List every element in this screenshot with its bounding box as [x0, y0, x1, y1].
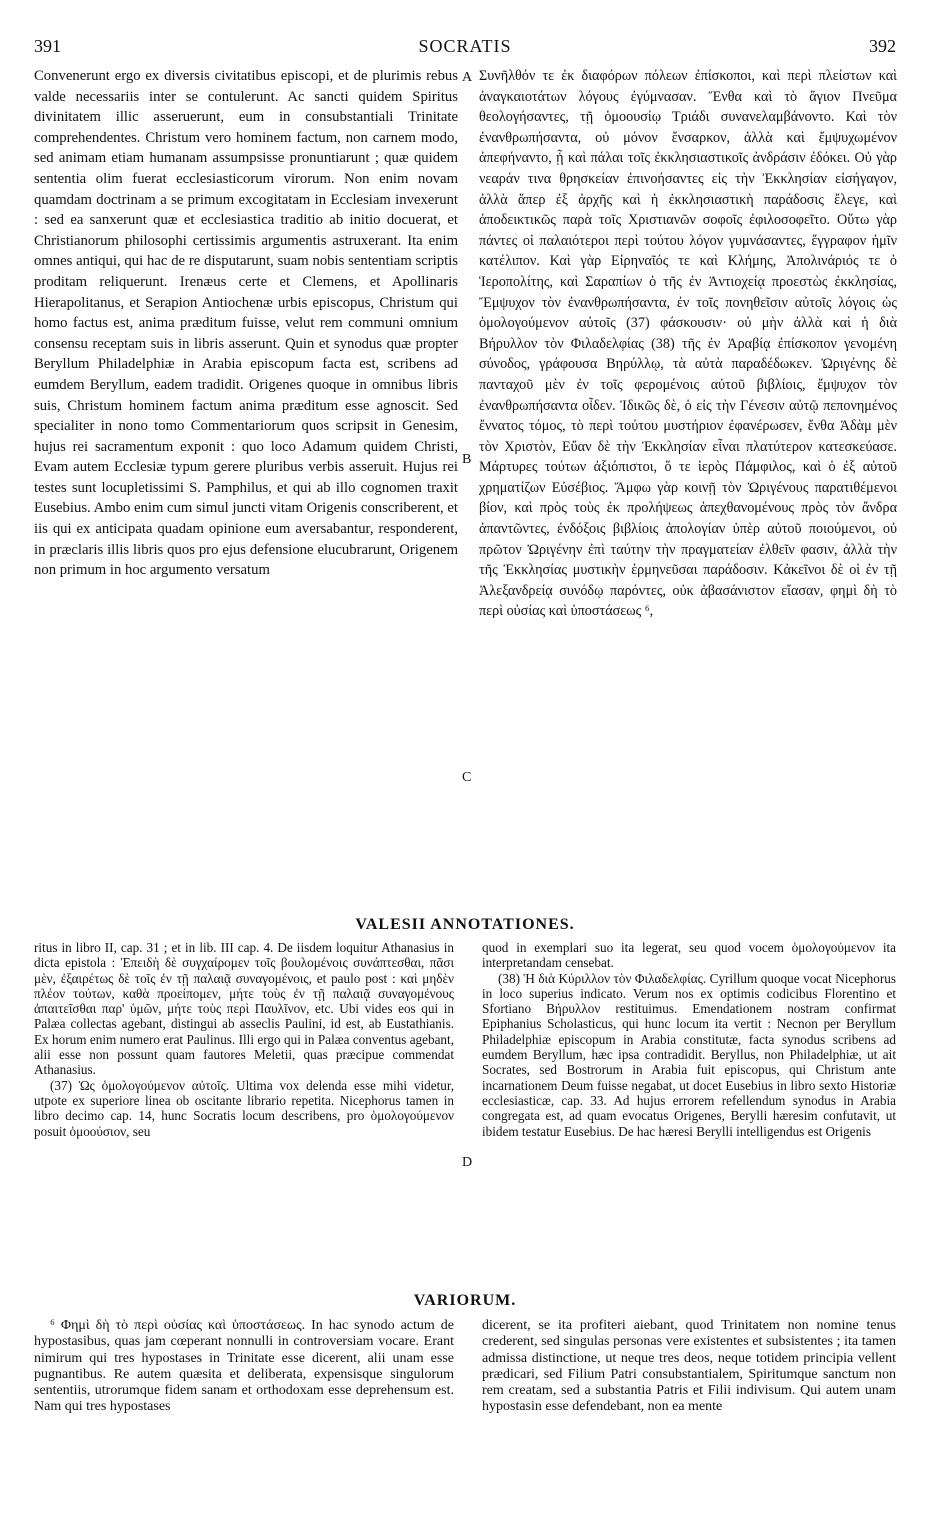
valesii-note-37: (37) Ὡς ὁμολογούμενον αὐτοῖς. Ultima vox delenda esse mihi videtur, utpote ex superiore linea ob oscitante librario repetita. Nicephorus tamen in libro decimo cap. 14, hunc Socratis locum describens, pro ὁμολογούμενον posuit ὁμοούσιον, seu: [34, 1077, 454, 1139]
variorum-right-text: dicerent, se ita profiteri aiebant, quod Trinitatem non nomine tenus crederent, sed singulas personas vere existentes et subsistentes ; ita tamen admissa distinctione, ut neque tres deos, neque totidem principia vellent prædicari, sed Filium Patri consubstantialem, Spiritumque sanctum non rem creatam, sed a substantia Patris et Filii indivisum. Qui autem unam hypostasin esse defendebant, non ea mente: [482, 1318, 896, 1415]
valesii-right-column: [482, 940, 896, 1139]
latin-text: Convenerunt ergo ex diversis civitatibus episcopi, et de plurimis rebus valde necessariis inter se contulerunt. Ac sancti quidem Spiritus divinitatem illic asseruerunt, eum in consubstantiali Trinitate comprehendentes. Christum vero hominem factum, non carnem modo, sed animam etiam humanam assumpsisse pronuntiarunt ; quæ quidem sententia olim fuerat ecclesiasticorum virorum. Non enim novam quamdam doctrinam a se primum excogitatam in Ecclesiam invexerunt : sed ea sanxerunt quæ et ecclesiastica traditio ab initio docuerat, et Christianorum philosophi certissimis argumentis astruxerant. Ita enim omnes antiqui, qui hac de re disputarunt, suam nobis sententiam scriptis proditam reliquerunt. Irenæus certe et Clemens, et Apollinaris Hierapolitanus, et Serapion Antiochenæ urbis episcopus, Christum qui homo factus est, anima præditum fuisse, velut rem communi omnium consensu receptam suis in libris asserunt. Quin et synodus quæ propter Beryllum Philadelphiæ in Arabia episcopum facta est, scribens ad eumdem Beryllum, eadem tradidit. Origenes quoque in omnibus libris suis, Christum hominem factum anima præditum esse agnoscit. Sed specialiter in nono tomo Commentariorum quos scripsit in Genesim, hujus rei sacramentum exponit : quo loco Adamum quidem Christi, Evam autem Ecclesiæ typum gerere pluribus verbis asseruit. Hujus rei testes sunt locupletissimi S. Pamphilus, et qui ab illo cognomen traxit Eusebius. Ambo enim cum simul juncti vitam Origenis conscriberent, et iis qui ex anticipata quadam opinione eum aversabantur, responderent, in præclaris illis libris quos pro ejus defensione elucubrarunt, Origenem non primum in hoc argumento versatum: [34, 68, 458, 579]
margin-letter-b: B: [462, 452, 472, 467]
valesii-left-column: [34, 940, 454, 1139]
page-number-right: 392: [869, 36, 896, 56]
margin-letter-c: C: [462, 770, 472, 785]
latin-column: [34, 66, 458, 581]
valesii-title: VALESII ANNOTATIONES.: [355, 916, 575, 933]
margin-letter-a: A: [462, 70, 473, 85]
margin-letter-d: D: [462, 1155, 473, 1170]
greek-text: Συνῆλθόν τε ἐκ διαφόρων πόλεων ἐπίσκοποι, καὶ περὶ πλείστων καὶ ἀναγκαιοτάτων λόγους ἐγύμνασαν. Ἔνθα καὶ τὸ ἅγιον Πνεῦμα θεολογήσαντες, τῇ ὁμοουσίῳ Τριάδι συνανελαμβάνοντο. Καὶ τὸν ἐνανθρωπήσαντα, οὐ μόνον ἔνσαρκον, ἀλλὰ καὶ ἔμψυχωμένον ἀπεφήναντο, ᾗ καὶ πάλαι τοῖς ἐκκλησιαστικοῖς ἀνδράσιν ἐδόκει. Οὐ γὰρ νεαράν τινα θρησκείαν ἐπινοήσαντες εἰς τὴν Ἐκκλησίαν εἰσήγαγον, ἀλλὰ ἅπερ ἐξ ἀρχῆς καὶ ἡ ἐκκλησιαστικὴ παράδοσις ἔλεγε, καὶ ἀποδεικτικῶς παρὰ τοῖς Χριστιανῶν σοφοῖς ἐφιλοσοφεῖτο. Οὕτω γὰρ πάντες οἱ παλαιότεροι περὶ τούτου λόγον γυμνάσαντες, ἔγγραφον ἡμῖν κατέλιπον. Καὶ γὰρ Εἰρηναῖός τε καὶ Κλήμης, Ἀπολινάριός τε ὁ Ἱεροπολίτης, καὶ Σαραπίων ὁ τῆς ἐν Ἀντιοχείᾳ προεστὼς ἐκκλησίας, Ἔμψυχον τὸν ἐνανθρωπήσαντα, ἐν τοῖς πονηθεῖσιν αὐτοῖς λόγοις ὡς ὁμολογούμενον αὐτοῖς (37) φάσκουσιν· οὐ μὴν ἀλλὰ καὶ ἡ διὰ Βήρυλλον τὸν Φιλαδελφίας (38) τῆς ἐν Ἀραβίᾳ ἐπίσκοπον γενομένη σύνοδος, γράφουσα Βηρύλλῳ, τὰ αὐτὰ παραδέδωκεν. Ὠριγένης δὲ πανταχοῦ μὲν ἐν τοῖς φερομένοις αὐτοῦ βιβλίοις, ἔμψυχον τὸν ἐνανθρωπήσαντα οἶδεν. Ἰδικῶς δὲ, ὁ εἰς τὴν Γένεσιν αὐτῷ πεπονημένος ἔννατος τόμος, τὸ περὶ τούτου μυστήριον ἐφανέρωσεν, ἔνθα Ἀδὰμ μὲν τὸν Χριστὸν, Εὔαν δὲ τὴν Ἐκκλησίαν εἶναι πλατύτερον κατεσκεύασε. Μάρτυρες τούτων ἀξιόπιστοι, ὅ τε ἱερὸς Πάμφιλος, καὶ ὁ ἐξ αὐτοῦ χρηματίζων Εὐσέβιος. Ἄμφω γὰρ κοινῇ τὸν Ὠριγένους παρατιθέμενοι βίον, καὶ πρὸς τοὺς ἐκ προλήψεως ἀπεχθανομένους πρὸς τὸν ἄνδρα ἀπαντῶντες, ἐνδόξοις βιβλίοις ἀπολογίαν ὑπὲρ αὐτοῦ ποιούμενοι, οὐ πρῶτον Ὠριγένην ἐπὶ ταύτην τὴν πραγματείαν ἐλθεῖν φασιν, ἀλλὰ τὴν τῆς Ἐκκλησίας μυστικὴν ἑρμηνεῦσαι παράδοσιν. Κἀκεῖνοι δὲ οἱ ἐν τῇ Ἀλεξανδρείᾳ συνόδῳ παρόντες, οὐκ ἀβασάνιστον εἴασαν, φημὶ δὴ τὸ περὶ οὐσίας καὶ ὑποστάσεως ⁶,: [479, 68, 897, 620]
variorum-title: VARIORUM.: [413, 1292, 517, 1309]
greek-column: [479, 66, 897, 622]
page-number-left: 391: [34, 36, 61, 56]
variorum-left-text: ⁶ Φημὶ δὴ τὸ περὶ οὐσίας καὶ ὑποστάσεως. In hac synodo actum de hypostasibus, quas jam cœperant nonnulli in controversiam vocare. Erant nimirum qui tres hypostases in Trinitate esse dicerent, alii unam esse pugnantibus. Re autem quæsita et deliberata, expensisque singulorum sententiis, utrorumque fidem sanam et orthodoxam esse deprehensum est. Nam qui tres hypostases: [34, 1318, 454, 1415]
running-title: SOCRATIS: [418, 36, 512, 56]
page-header: [34, 36, 896, 60]
valesii-note-38: (38) Ἡ διὰ Κύριλλον τὸν Φιλαδελφίας. Cyrillum quoque vocat Nicephorus in loco superius indicato. Verum nos ex optimis codicibus Florentino et Sfortiano Βήρυλλον restituimus. Emendationem nostram confirmat Epiphanius Scholasticus, qui hunc locum ita vertit : Necnon per Beryllum Philadelphiæ episcopum in Arabia constitutæ, facta synodus scribens ad eumdem Beryllum, hæc ipsa contradidit. Beryllus, non Philadelphiæ, ut ait Socrates, sed Bostrorum in Arabia fuit episcopus, qui Christum ante incarnationem Deum fuisse negabat, ut docet Eusebius in libro sexto Historiæ ecclesiasticæ, cap. 33. Ad hujus errorem refellendum synodus in Arabia congregata est, ad quam evocatus Origenes, Berylli hæresim confutavit, ut ibidem testatur Eusebius. De hac hæresi Berylli intelligendus est Origenis: [482, 970, 896, 1139]
variorum-right-column: [482, 1318, 896, 1416]
valesii-right-text: quod in exemplari suo ita legerat, seu quod vocem ὁμολογούμενον ita interpretandam censebat.: [482, 940, 896, 971]
valesii-left-text: ritus in libro II, cap. 31 ; et in lib. III cap. 4. De iisdem loquitur Athanasius in dicta epistola : Ἐπειδὴ δὲ συγχαίρομεν τοῖς βουλομένοις συνάπτεσθαι, πᾶσι μὲν, ἐξαιρέτως δὲ τοῖς ἐν τῇ παλαιᾷ συναγομένοις, et paulo post : καὶ μηδὲν πλέον τούτων, καθὰ προείπομεν, μήτε τοὺς ἐν τῇ παλαιᾷ συναγομένους ἀπαιτεῖσθαι παρ' ὑμῶν, μήτε τοὺς περὶ Παυλῖνον, etc. Ubi vides eos qui in Palæa collectas agebant, distingui ab asseclis Paulini, id est, ab Eustathianis. Ex horum enim numero erat Paulinus. Illi ergo qui in Palæa conventus agebant, alii esse non possunt quam fautores Meletii, quas præcipue commendat Athanasius.: [34, 940, 454, 1078]
variorum-left-column: [34, 1318, 454, 1416]
